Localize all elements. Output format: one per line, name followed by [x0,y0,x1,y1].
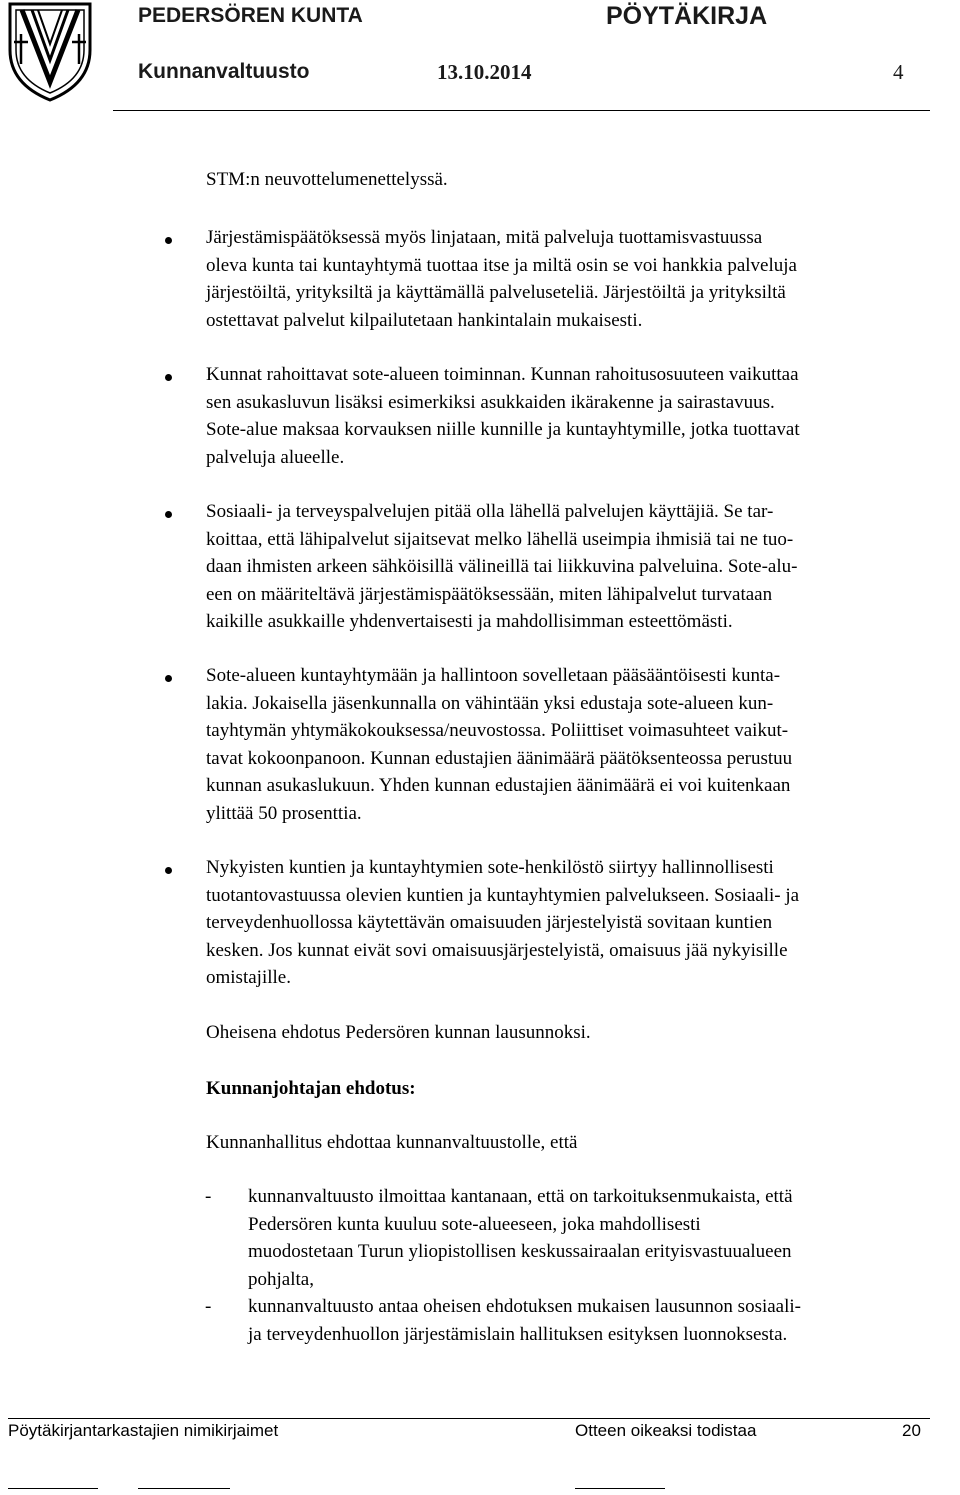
bullet-paragraph-4: Sote-alueen kuntayhtymään ja hallintoon sovelletaan pääsääntöisesti kunta- lakia. Jokaisella jäsenkunnalla on vähintään yksi edustaja sote-alueen kun- tayhtymän yhtymäkokouksessa/neuvostossa. Poliittiset voimasuhteet vaikut- tavat kokoonpanoon. Kunnan edustajien äänimäärä päätöksenteossa perustuu kunnan asukaslukuun. Yhden kunnan edustajien äänimäärä ei voi kuitenkaan ylittää 50 prosenttia. [206,665,793,824]
page-number: 4 [893,60,904,84]
bullet-icon [165,675,172,682]
signature-line [575,1488,665,1489]
dash-marker: - [205,1186,212,1207]
proposal-intro: Kunnanhallitus ehdottaa kunnanvaltuustolle, että [206,1132,578,1153]
bullet-paragraph-5: Nykyisten kuntien ja kuntayhtymien sote-henkilöstö siirtyy hallinnollisesti tuotantovastuussa olevien kuntien ja kuntayhtymien palvelukseen. Sosiaali- ja terveydenhuollossa käytettävän omaisuuden järjestelyistä sovitaan kuntien kesken. Jos kunnat eivät sovi omaisuusjärjestelyistä, omaisuus jää nykyisille omistajille. [206,857,800,988]
organization-name: PEDERSÖREN KUNTA [138,4,363,27]
bullet-paragraph-1: Järjestämispäätöksessä myös linjataan, mitä palveluja tuottamisvastuussa oleva kunta tai kuntayhtymä tuottaa itse ja miltä osin se voi hankkia palveluja järjestöiltä, yrityksiltä ja käyttämällä palveluseteliä. Järjestöiltä ja yrityksiltä ostettavat palvelut kilpailutetaan hankintalain mukaisesti. [206,227,797,331]
bullet-paragraph-3: Sosiaali- ja terveyspalvelujen pitää olla lähellä palvelujen käyttäjiä. Se tar- koittaa, että lähipalvelut sijaitsevat melko lähellä useimpia ihmisiä tai ne tuo- daan ihmisten arkeen sähköisillä välineillä tai liikkuvina palveluina. Sote-alu- een on määriteltävä järjestämispäätöksessään, miten lähipalvelut turvataan kaikille asukkaille yhdenvertaisesti ja mahdollisimman esteettömästi. [206,501,798,632]
proposal-item-2: kunnanvaltuusto antaa oheisen ehdotuksen mukaisen lausunnon sosiaali- ja terveydenhuollon järjestämislain hallituksen esityksen luonnoksesta. [248,1296,801,1345]
signature-line [8,1488,98,1489]
footer-page-number: 20 [902,1421,921,1440]
dash-marker: - [205,1296,212,1317]
coat-of-arms-icon [0,0,100,104]
continuation-text: STM:n neuvottelumenettelyssä. [206,169,448,190]
header-divider [113,110,930,111]
signatures-label: Pöytäkirjantarkastajien nimikirjaimet [8,1421,279,1440]
meeting-date: 13.10.2014 [437,60,532,84]
bullet-icon [165,237,172,244]
document-type: PÖYTÄKIRJA [606,2,768,30]
bullet-icon [165,374,172,381]
governing-body: Kunnanvaltuusto [138,60,310,83]
proposal-heading: Kunnanjohtajan ehdotus: [206,1078,416,1099]
bullet-icon [165,511,172,518]
footer-divider [8,1418,930,1419]
bullet-icon [165,867,172,874]
certified-label: Otteen oikeaksi todistaa [575,1421,757,1440]
bullet-paragraph-2: Kunnat rahoittavat sote-alueen toiminnan. Kunnan rahoitusosuuteen vaikuttaa sen asukasluvun lisäksi esimerkiksi asukkaiden ikärakenne ja sairastavuus. Sote-alue maksaa korvauksen niille kunnille ja kuntayhtymille, jotka tuottavat palveluja alueelle. [206,364,800,468]
signature-line [138,1488,230,1489]
proposal-item-1: kunnanvaltuusto ilmoittaa kantanaan, että on tarkoituksenmukaista, että Pedersören kunta kuuluu sote-alueeseen, joka mahdollisesti muodostetaan Turun yliopistollisen keskussairaalan erityisvastuualueen pohjalta, [248,1186,793,1290]
attachment-note: Oheisena ehdotus Pedersören kunnan lausunnoksi. [206,1022,591,1043]
